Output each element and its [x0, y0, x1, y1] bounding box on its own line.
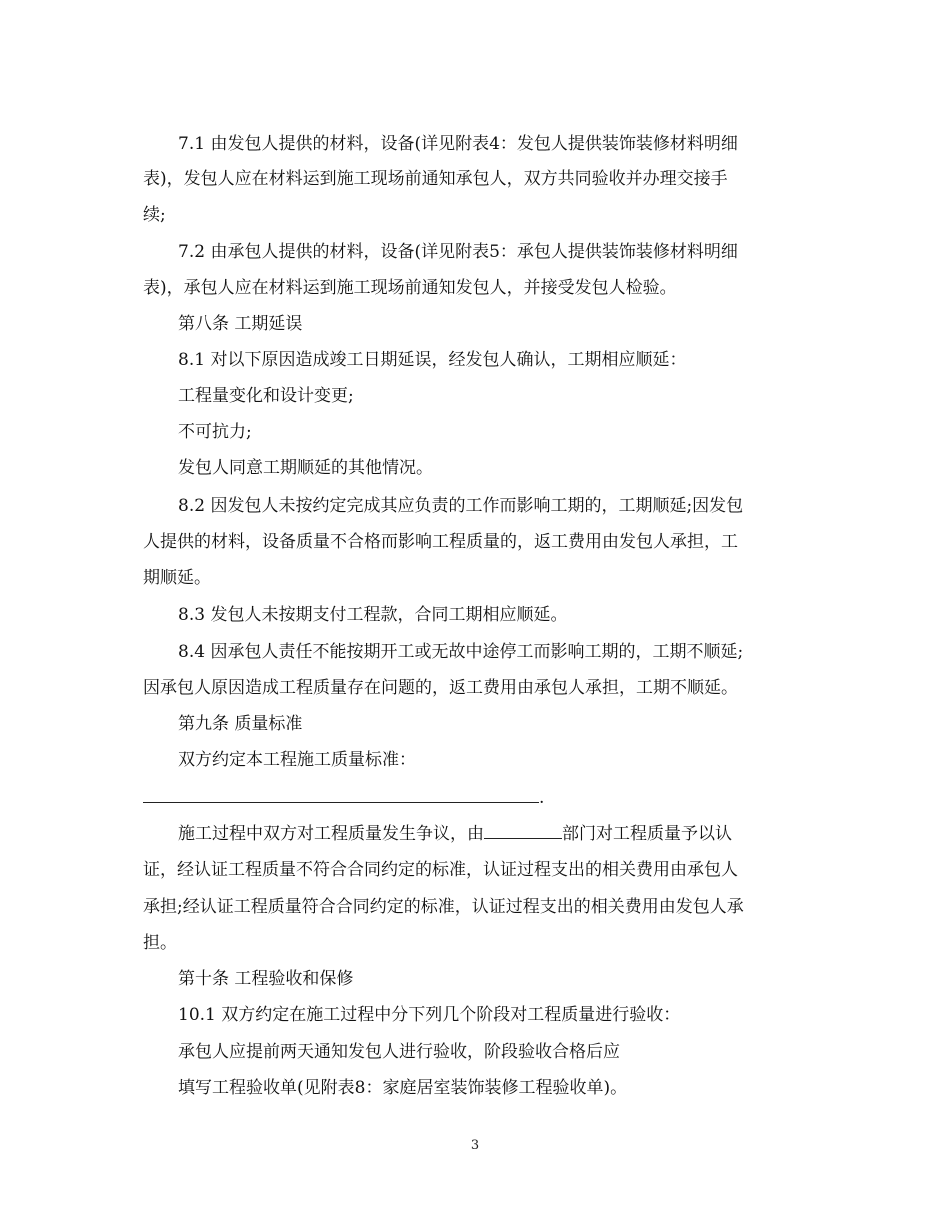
blank-line-period: . [539, 788, 545, 808]
paragraph-8-4-line-2: 因承包人原因造成工程质量存在问题的，返工费用由承包人承担，工期不顺延。 [143, 678, 738, 698]
paragraph-8-4-line-1: 8.4 因承包人责任不能按期开工或无故中途停工而影响工期的，工期不顺延; [178, 642, 744, 662]
paragraph-7-2-line-1: 7.2 由承包人提供的材料，设备(详见附表5：承包人提供装饰装修材料明细 [178, 242, 738, 262]
paragraph-dispute-line-3: 承担;经认证工程质量符合合同约定的标准，认证过程支出的相关费用由发包人承 [143, 897, 744, 917]
paragraph-quality-standard: 双方约定本工程施工质量标准： [178, 750, 416, 770]
paragraph-acceptance-notice: 承包人应提前两天通知发包人进行验收，阶段验收合格后应 [178, 1042, 620, 1062]
paragraph-7-2-line-2: 表)，承包人应在材料运到施工现场前通知发包人，并接受发包人检验。 [143, 278, 677, 298]
dispute-text-before-blank: 施工过程中双方对工程质量发生争议，由 [178, 824, 484, 844]
page-number: 3 [470, 1138, 480, 1153]
fill-in-blank [143, 786, 539, 803]
section-heading-8: 第八条 工期延误 [178, 314, 303, 334]
paragraph-8-3: 8.3 发包人未按期支付工程款，合同工期相应顺延。 [178, 605, 568, 625]
department-blank [484, 822, 562, 839]
paragraph-8-1: 8.1 对以下原因造成竣工日期延误，经发包人确认，工期相应顺延： [178, 350, 687, 370]
paragraph-7-1-line-1: 7.1 由发包人提供的材料，设备(详见附表4：发包人提供装饰装修材料明细 [178, 134, 738, 154]
paragraph-dispute-line-1 [178, 822, 848, 846]
paragraph-7-1-line-3: 续; [143, 205, 166, 225]
section-heading-10: 第十条 工程验收和保修 [178, 969, 354, 989]
paragraph-10-1: 10.1 双方约定在施工过程中分下列几个阶段对工程质量进行验收： [178, 1005, 681, 1025]
section-heading-9: 第九条 质量标准 [178, 714, 303, 734]
list-item-force-majeure: 不可抗力; [178, 422, 252, 442]
paragraph-dispute-line-2: 证，经认证工程质量不符合合同约定的标准，认证过程支出的相关费用由承包人 [143, 860, 738, 880]
list-item-design-change: 工程量变化和设计变更; [178, 386, 354, 406]
paragraph-7-1-line-2: 表)，发包人应在材料运到施工现场前通知承包人，双方共同验收并办理交接手 [143, 169, 728, 189]
paragraph-8-2-line-2: 人提供的材料，设备质量不合格而影响工程质量的，返工费用由发包人承担，工 [143, 532, 738, 552]
paragraph-dispute-line-4: 担。 [143, 933, 177, 953]
paragraph-8-2-line-3: 期顺延。 [143, 568, 211, 588]
paragraph-acceptance-form: 填写工程验收单(见附表8：家庭居室装饰装修工程验收单)。 [178, 1078, 628, 1098]
dispute-text-after-blank: 部门对工程质量予以认 [562, 824, 732, 844]
quality-standard-blank-line [143, 786, 813, 810]
paragraph-8-2-line-1: 8.2 因发包人未按约定完成其应负责的工作而影响工期的，工期顺延;因发包 [178, 496, 744, 516]
list-item-other: 发包人同意工期顺延的其他情况。 [178, 458, 433, 478]
